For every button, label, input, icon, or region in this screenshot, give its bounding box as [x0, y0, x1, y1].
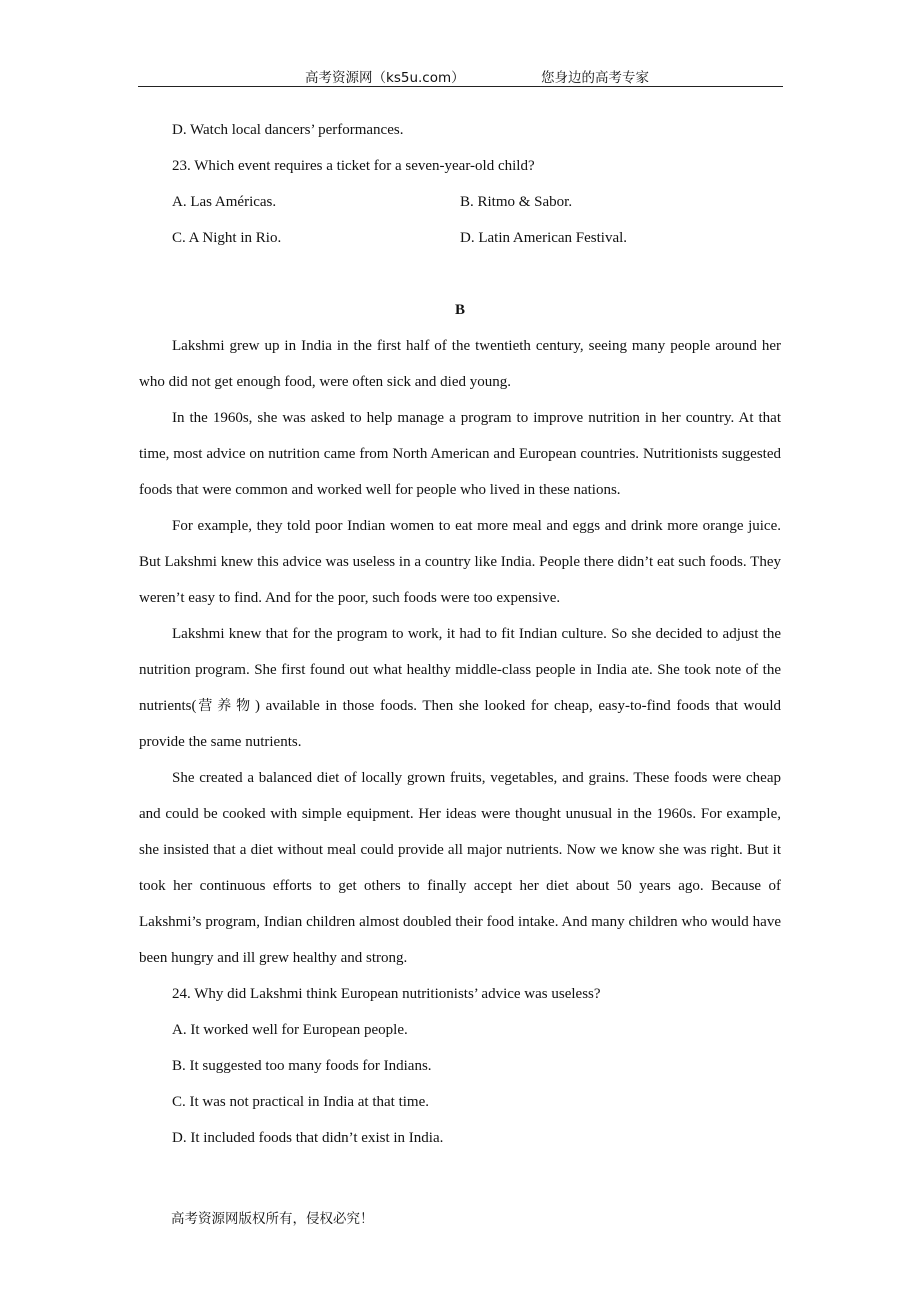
q24-option-d: D. It included foods that didn’t exist in India.: [172, 1130, 444, 1146]
q24-option-c: C. It was not practical in India at that time.: [172, 1094, 430, 1110]
q23-options-row-1: [139, 184, 781, 220]
q23-option-a: A. Las Américas.: [172, 194, 277, 210]
paragraph-4-part-1: Lakshmi knew that for the program to work, it had to fit Indian culture. So she decided to adjust the nutrition program. She first found out what healthy middle-class people in India ate. She took note of the nutrients(: [139, 626, 781, 714]
document-body: [139, 112, 781, 1156]
q23-option-b: B. Ritmo & Sabor.: [460, 194, 573, 210]
paragraph-2: In the 1960s, she was asked to help manage a program to improve nutrition in her country. At that time, most advice on nutrition came from North American and European countries. Nutritionists suggested foods that were common and worked well for people who lived in these nations.: [139, 410, 781, 498]
q22-option-d: D. Watch local dancers’ performances.: [172, 122, 404, 138]
paragraph-1: Lakshmi grew up in India in the first half of the twentieth century, seeing many people around her who did not get enough food, were often sick and died young.: [139, 338, 781, 390]
q23-question: 23. Which event requires a ticket for a seven-year-old child?: [172, 158, 535, 174]
section-heading: B: [454, 302, 465, 318]
paragraph-5: She created a balanced diet of locally grown fruits, vegetables, and grains. These foods were cheap and could be cooked with simple equipment. Her ideas were thought unusual in the 1960s. For example, she insisted that a diet without meal could provide all major nutrients. Now we know she was right. But it took her continuous efforts to get others to finally accept her diet about 50 years ago. Because of Lakshmi’s program, Indian children almost doubled their food intake. And many children who would have been hungry and ill grew healthy and strong.: [139, 770, 781, 966]
page-footer: 高考资源网版权所有，侵权必究！: [171, 1211, 374, 1227]
paragraph-3: For example, they told poor Indian women to eat more meal and eggs and drink more orange juice. But Lakshmi knew this advice was useless in a country like India. People there didn’t eat such foods. They weren’t easy to find. And for the poor, such foods were too expensive.: [139, 518, 781, 606]
blank-spacer: [139, 256, 781, 292]
q23-options-row-2: [139, 220, 781, 256]
q23-option-c: C. A Night in Rio.: [172, 230, 282, 246]
page-header: [138, 64, 783, 87]
q24-option-b: B. It suggested too many foods for Indians.: [172, 1058, 432, 1074]
q23-option-d: D. Latin American Festival.: [460, 230, 628, 246]
paragraph-4-part-2: ) available in those foods. Then she looked for cheap, easy-to-find foods that would provide the same nutrients.: [139, 698, 781, 750]
q24-option-a: A. It worked well for European people.: [172, 1022, 408, 1038]
paragraph-4: [139, 616, 781, 760]
q24-question: 24. Why did Lakshmi think European nutritionists’ advice was useless?: [172, 986, 601, 1002]
nutrients-chinese-gloss: 营养物: [196, 698, 255, 714]
header-slogan: 您身边的高考专家: [541, 70, 649, 86]
header-site-name: 高考资源网（ks5u.com）: [305, 70, 465, 86]
